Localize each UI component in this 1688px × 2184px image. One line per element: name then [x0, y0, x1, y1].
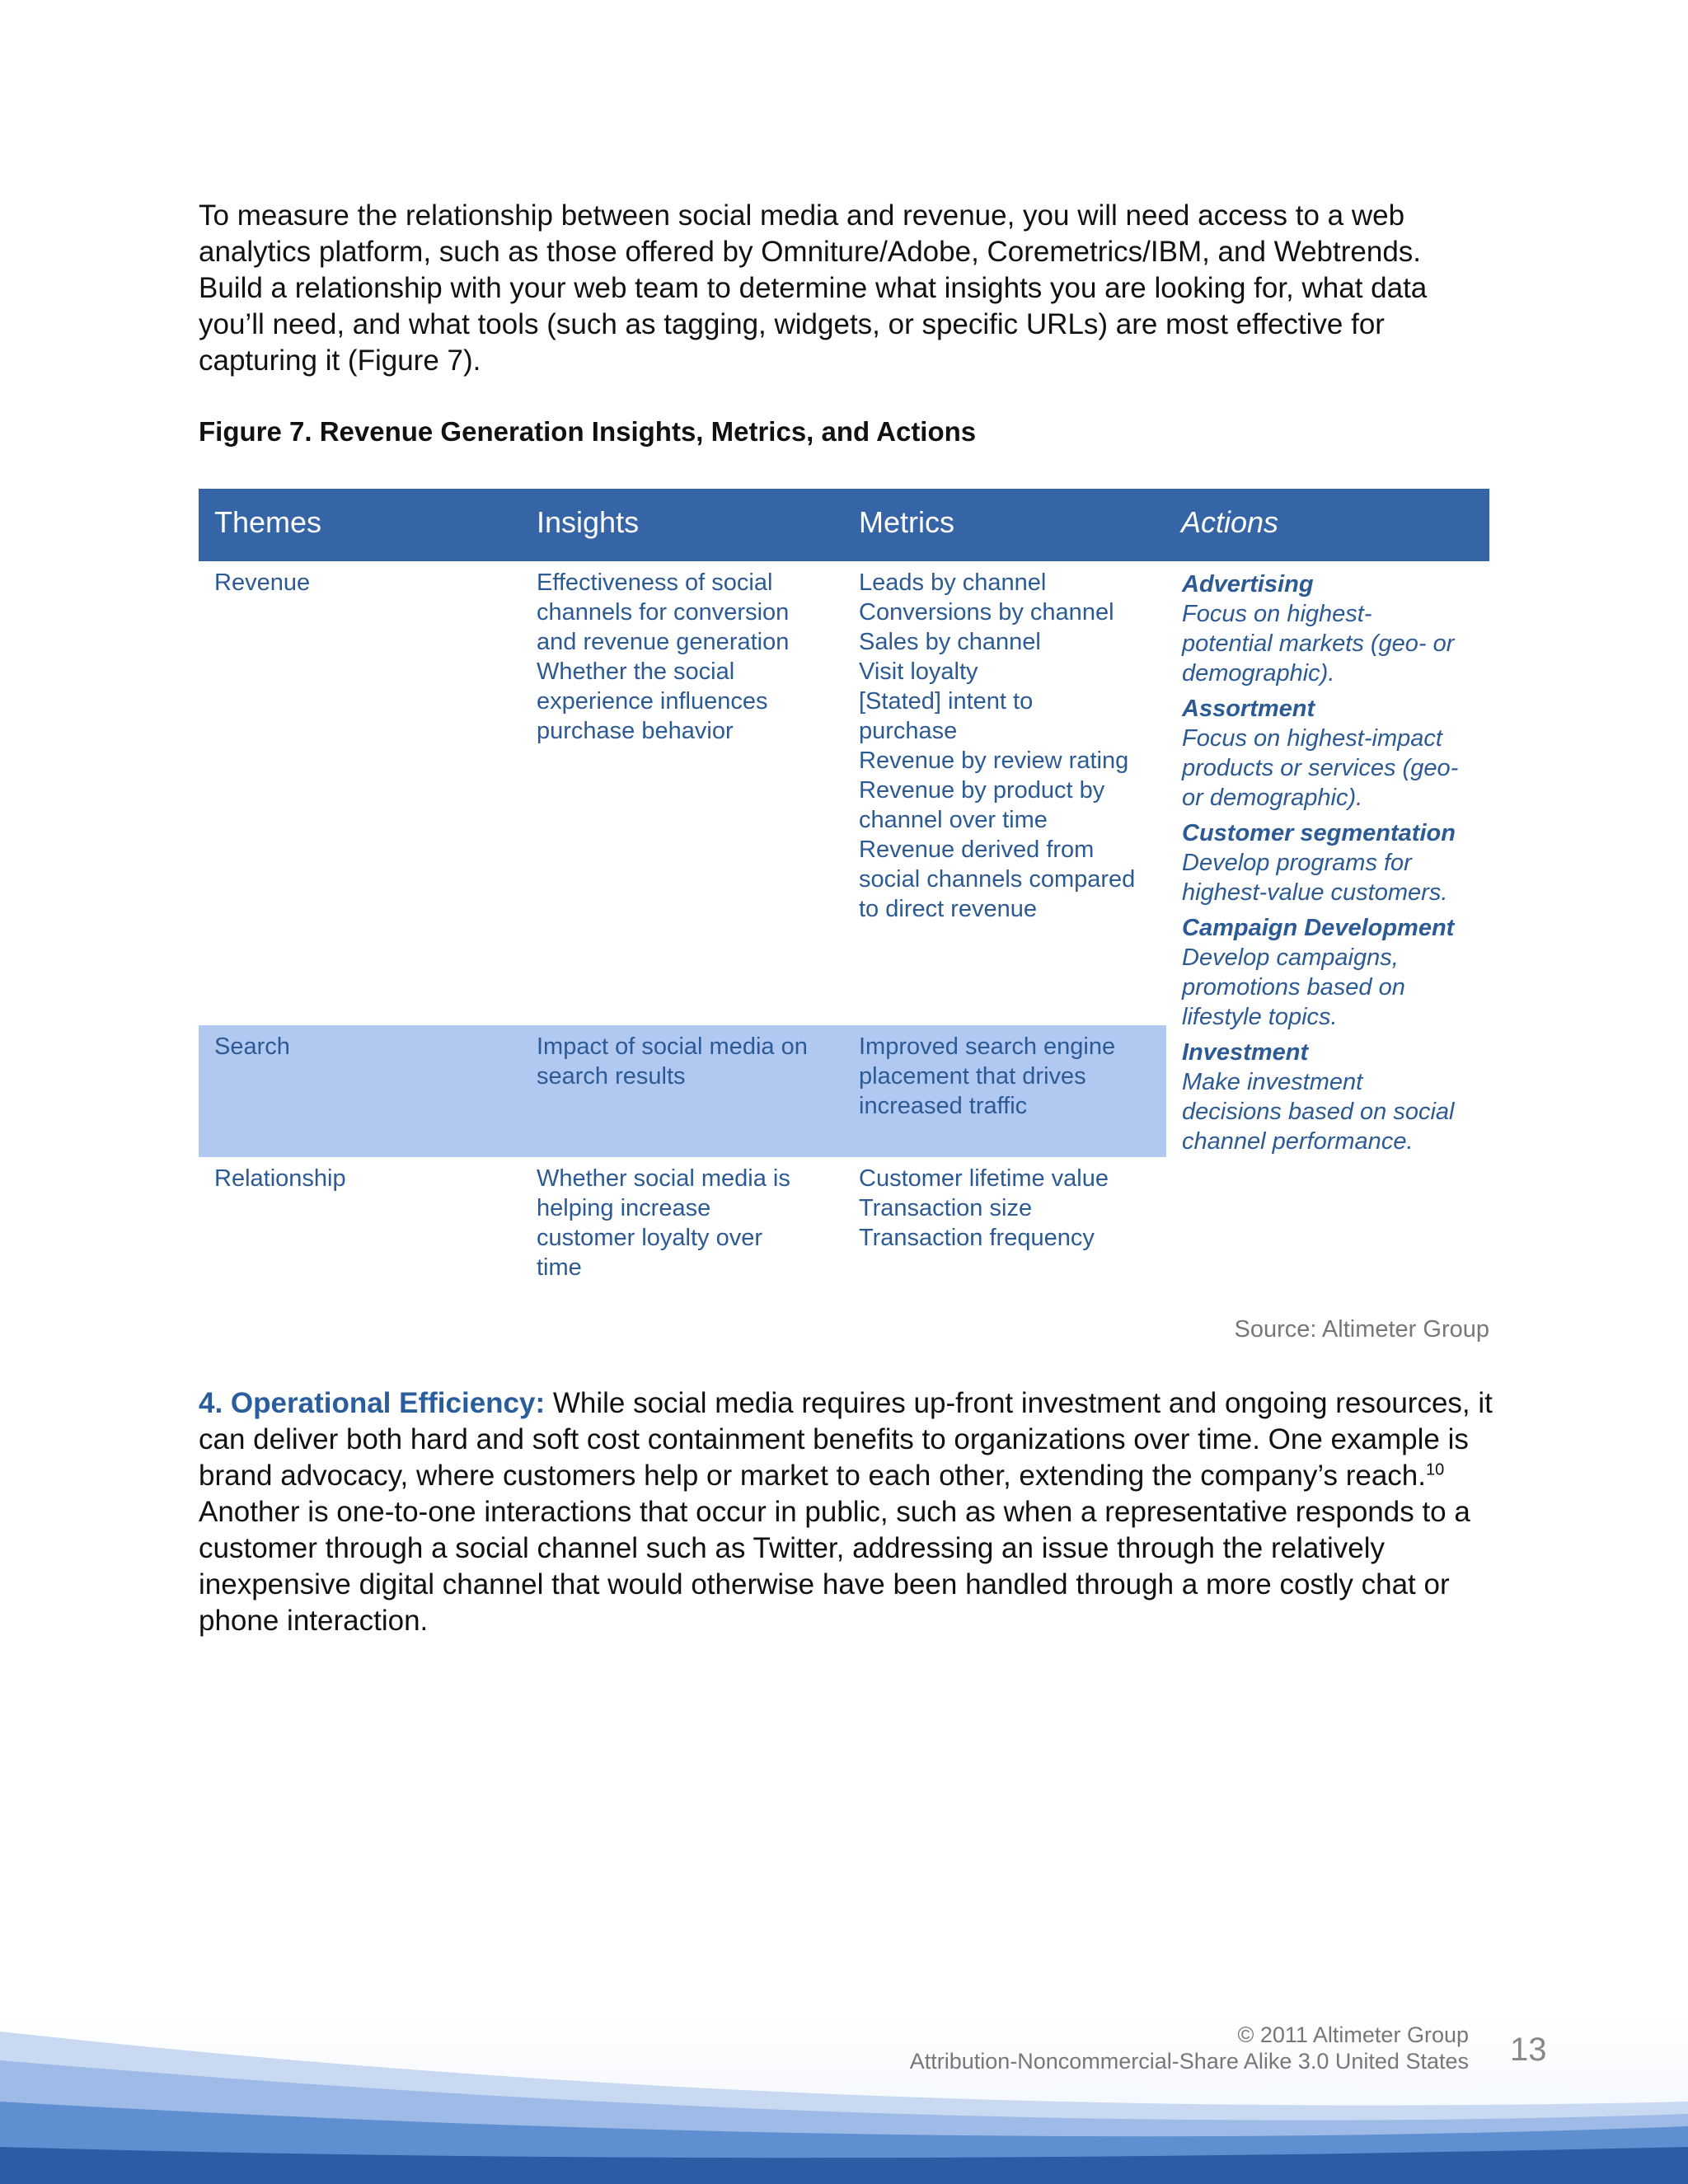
- figure-title: Figure 7. Revenue Generation Insights, Metrics, and Actions: [199, 416, 977, 447]
- actions-column: [1166, 561, 1489, 1183]
- insights-cell: [537, 568, 833, 746]
- action-block-campaign-development: [1182, 913, 1489, 1032]
- insight-line: Effectiveness of social: [537, 569, 773, 596]
- action-block-customer-segmentation: [1182, 818, 1489, 907]
- action-line: products or services (geo-: [1182, 755, 1459, 781]
- table-header: [199, 489, 1489, 561]
- intro-paragraph: [199, 198, 1493, 379]
- intro-text: To measure the relationship between social media and revenue, you will need access to a web analytics platform, such as those offered by Omniture/Adobe, Coremetrics/IBM, and Webtrends. Build a relationship with your web team to determine what insights you are looking for, what data you’ll need, and what tools (such as tagging, widgets, or specific URLs) are most effective for capturing it (Figure 7).: [199, 199, 1428, 377]
- metric-line: Revenue by review rating: [859, 748, 1129, 774]
- insight-line: purchase behavior: [537, 718, 734, 744]
- insight-line: Whether the social: [537, 658, 735, 685]
- action-line: channel performance.: [1182, 1128, 1414, 1155]
- header-themes: Themes: [214, 505, 322, 539]
- metric-line: Transaction size: [859, 1195, 1033, 1221]
- theme-label: Search: [214, 1033, 290, 1060]
- action-title: Customer segmentation: [1182, 820, 1456, 846]
- metric-line: Leads by channel: [859, 569, 1047, 596]
- insight-line: time: [537, 1254, 582, 1281]
- footer-text: [910, 2022, 1469, 2074]
- action-title: Advertising: [1182, 571, 1314, 598]
- metric-line: social channels compared: [859, 866, 1136, 893]
- metric-line: purchase: [859, 718, 958, 744]
- action-line: demographic).: [1182, 660, 1335, 687]
- metric-line: Conversions by channel: [859, 599, 1114, 626]
- action-block-assortment: [1182, 694, 1489, 813]
- action-line: or demographic).: [1182, 785, 1363, 811]
- metric-line: increased traffic: [859, 1093, 1028, 1119]
- insight-line: search results: [537, 1063, 686, 1090]
- action-line: highest-value customers.: [1182, 879, 1448, 906]
- insights-cell: [537, 1032, 833, 1091]
- insights-cell: [537, 1164, 833, 1282]
- metric-line: [Stated] intent to: [859, 688, 1034, 715]
- action-title: Investment: [1182, 1039, 1309, 1066]
- insight-line: and revenue generation: [537, 629, 790, 655]
- metric-line: Revenue derived from: [859, 837, 1095, 863]
- header-actions: Actions: [1181, 505, 1279, 539]
- footer-copyright: © 2011 Altimeter Group: [1237, 2022, 1469, 2047]
- table-row-search: [199, 1025, 1166, 1157]
- section-text: While social media requires up-front investment and ongoing resources, it can deliver both hard and soft cost containment benefits to organizations over time. One example is brand advocacy, where customers help or market to each other, extending the company’s reach.: [199, 1387, 1493, 1492]
- action-line: Focus on highest-: [1182, 601, 1372, 627]
- metric-line: Improved search engine: [859, 1033, 1116, 1060]
- metric-line: Visit loyalty: [859, 658, 978, 685]
- action-line: decisions based on social: [1182, 1099, 1455, 1125]
- header-metrics: Metrics: [859, 505, 954, 539]
- metric-line: Transaction frequency: [859, 1225, 1095, 1251]
- figure-source: Source: Altimeter Group: [1234, 1316, 1489, 1343]
- figure-table: [199, 489, 1489, 1359]
- action-line: Focus on highest-impact: [1182, 725, 1442, 752]
- metrics-cell: [859, 1032, 1164, 1121]
- action-line: Develop programs for: [1182, 850, 1412, 876]
- action-line: Develop campaigns,: [1182, 944, 1399, 971]
- table-row-relationship: [199, 1157, 1166, 1293]
- header-insights: Insights: [537, 505, 640, 539]
- action-line: potential markets (geo- or: [1182, 630, 1455, 657]
- metric-line: channel over time: [859, 807, 1048, 833]
- metric-line: placement that drives: [859, 1063, 1086, 1090]
- insight-line: Impact of social media on: [537, 1033, 808, 1060]
- footnote-marker[interactable]: 10: [1425, 1460, 1445, 1479]
- section-text-continued: Another is one-to-one interactions that occur in public, such as when a representative responds to a customer through a social channel such as Twitter, addressing an issue through the relatively inexpensive digital channel that would otherwise have been handled through a more costly chat or phone interaction.: [199, 1496, 1470, 1637]
- action-block-advertising: [1182, 569, 1489, 688]
- action-title: Assortment: [1182, 696, 1315, 722]
- theme-cell: [214, 1164, 511, 1193]
- metric-line: Revenue by product by: [859, 777, 1105, 804]
- theme-cell: [214, 1032, 511, 1062]
- footer-license: Attribution-Noncommercial-Share Alike 3.0 United States: [909, 2049, 1469, 2074]
- theme-label: Relationship: [214, 1165, 346, 1192]
- section-lead: 4. Operational Efficiency:: [199, 1387, 546, 1419]
- insight-line: customer loyalty over: [537, 1225, 762, 1251]
- action-title: Campaign Development: [1182, 915, 1455, 941]
- table-body: [199, 561, 1489, 1359]
- action-line: lifestyle topics.: [1182, 1004, 1338, 1030]
- metric-line: to direct revenue: [859, 896, 1038, 922]
- action-line: Make investment: [1182, 1069, 1363, 1095]
- section-operational-efficiency: [199, 1385, 1493, 1639]
- insight-line: Whether social media is: [537, 1165, 790, 1192]
- metric-line: Sales by channel: [859, 629, 1041, 655]
- action-block-investment: [1182, 1038, 1489, 1156]
- action-line: promotions based on: [1182, 974, 1405, 1001]
- theme-cell: [214, 568, 511, 598]
- metric-line: Customer lifetime value: [859, 1165, 1109, 1192]
- page-number: 13: [1510, 2032, 1547, 2068]
- insight-line: channels for conversion: [537, 599, 790, 626]
- theme-label: Revenue: [214, 569, 311, 596]
- insight-line: helping increase: [537, 1195, 711, 1221]
- insight-line: experience influences: [537, 688, 768, 715]
- metrics-cell: [859, 568, 1164, 924]
- table-row-revenue: [199, 561, 1166, 1025]
- metrics-cell: [859, 1164, 1164, 1253]
